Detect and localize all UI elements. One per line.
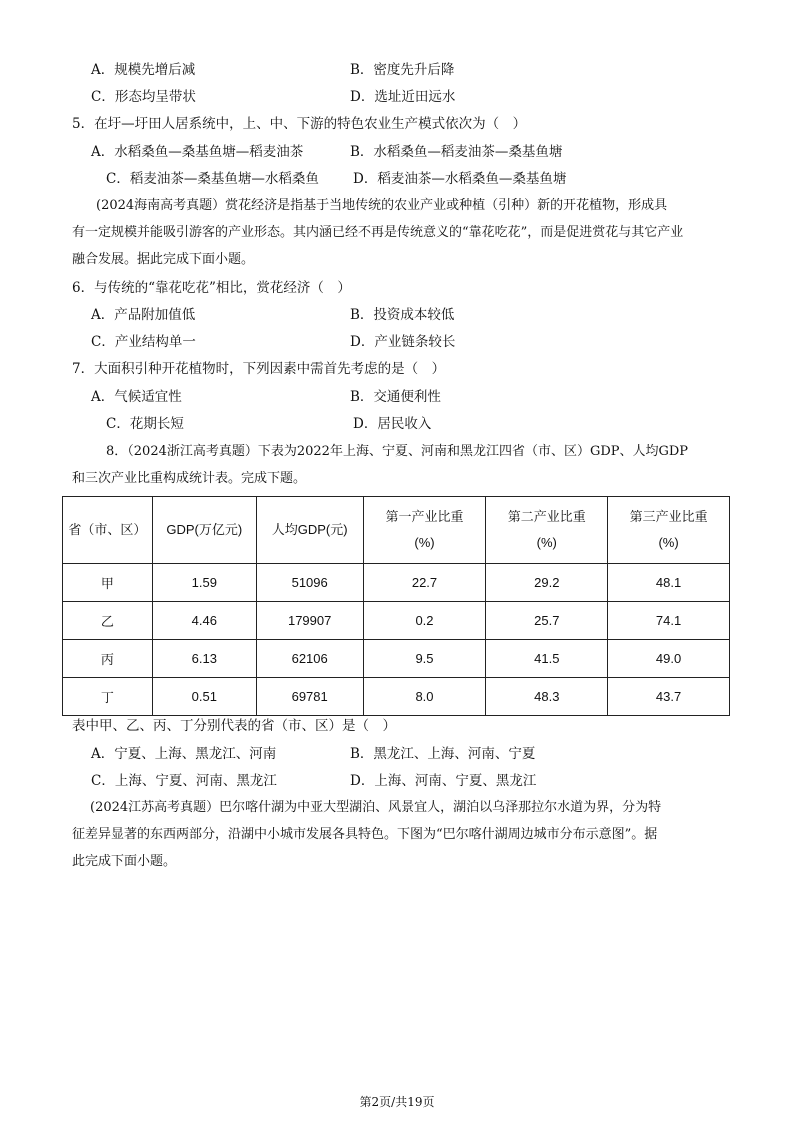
q8-stem: 表中甲、乙、丙、丁分别代表的省（市、区）是（ ） bbox=[72, 718, 396, 734]
q5-option-a: A．水稻桑鱼—桑基鱼塘—稻麦油茶 bbox=[91, 144, 304, 160]
q8-option-c: C．上海、宁夏、河南、黑龙江 bbox=[91, 773, 277, 789]
q8-intro-line-1: 8．（2024浙江高考真题）下表为2022年上海、宁夏、河南和黑龙江四省（市、区）GDP、人均GDP bbox=[106, 444, 689, 459]
passage-jiangsu-line-2: 征差异显著的东西两部分，沿湖中小城市发展各具特色。下图为“巴尔喀什湖周边城市分布示意图”。据 bbox=[72, 827, 658, 842]
q7-option-a: A．气候适宜性 bbox=[91, 389, 182, 405]
table-cell: 69781 bbox=[256, 678, 363, 716]
q5-stem: 5．在圩—圩田人居系统中，上、中、下游的特色农业生产模式依次为（ ） bbox=[72, 116, 527, 132]
table-cell: 49.0 bbox=[608, 640, 730, 678]
q6-option-a: A．产品附加值低 bbox=[91, 307, 196, 323]
q4-option-b: B．密度先升后降 bbox=[350, 62, 455, 78]
q6-stem: 6．与传统的“靠花吃花”相比，赏花经济（ ） bbox=[72, 280, 351, 296]
header-secondary-share: 第二产业比重 (%) bbox=[486, 497, 608, 564]
header-primary-share: 第一产业比重 (%) bbox=[363, 497, 486, 564]
table-cell: 6.13 bbox=[152, 640, 256, 678]
statistics-table bbox=[62, 496, 730, 716]
q8-option-b: B．黑龙江、上海、河南、宁夏 bbox=[350, 746, 536, 762]
table-cell: 9.5 bbox=[363, 640, 486, 678]
table-cell: 25.7 bbox=[486, 602, 608, 640]
table-cell: 74.1 bbox=[608, 602, 730, 640]
q4-option-d: D．选址近田远水 bbox=[350, 89, 456, 105]
q5-option-b: B．水稻桑鱼—稻麦油茶—桑基鱼塘 bbox=[350, 144, 563, 160]
table-row bbox=[63, 564, 730, 602]
q5-option-c: C．稻麦油茶—桑基鱼塘—水稻桑鱼 bbox=[106, 171, 319, 187]
q5-option-d: D．稻麦油茶—水稻桑鱼—桑基鱼塘 bbox=[353, 171, 567, 187]
table-cell: 43.7 bbox=[608, 678, 730, 716]
passage-hainan-line-2: 有一定规模并能吸引游客的产业形态。其内涵已经不再是传统意义的“靠花吃花”，而是促进赏花与其它产业 bbox=[72, 225, 684, 240]
table-cell: 4.46 bbox=[152, 602, 256, 640]
q6-option-c: C．产业结构单一 bbox=[91, 334, 196, 350]
table-cell: 0.51 bbox=[152, 678, 256, 716]
passage-jiangsu-line-3: 此完成下面小题。 bbox=[72, 854, 177, 869]
table-header-row bbox=[63, 497, 730, 564]
table-row bbox=[63, 640, 730, 678]
header-tertiary-share: 第三产业比重 (%) bbox=[608, 497, 730, 564]
passage-hainan-line-3: 融合发展。据此完成下面小题。 bbox=[72, 252, 255, 267]
table-cell: 丙 bbox=[63, 640, 153, 678]
table-cell: 甲 bbox=[63, 564, 153, 602]
q7-option-d: D．居民收入 bbox=[353, 416, 432, 432]
q6-option-d: D．产业链条较长 bbox=[350, 334, 456, 350]
table-cell: 丁 bbox=[63, 678, 153, 716]
q4-option-c: C．形态均呈带状 bbox=[91, 89, 196, 105]
table-row bbox=[63, 678, 730, 716]
table-cell: 1.59 bbox=[152, 564, 256, 602]
table-cell: 48.1 bbox=[608, 564, 730, 602]
passage-hainan-line-1: (2024海南高考真题）赏花经济是指基于当地传统的农业产业或种植（引种）新的开花植物，形成具 bbox=[96, 198, 668, 213]
table-cell: 乙 bbox=[63, 602, 153, 640]
table-cell: 51096 bbox=[256, 564, 363, 602]
q8-intro-line-2: 和三次产业比重构成统计表。完成下题。 bbox=[72, 471, 307, 486]
q4-option-a: A．规模先增后减 bbox=[91, 62, 196, 78]
table-cell: 48.3 bbox=[486, 678, 608, 716]
header-unit: (%) bbox=[536, 535, 557, 550]
q7-stem: 7．大面积引种开花植物时，下列因素中需首先考虑的是（ ） bbox=[72, 361, 446, 377]
header-gdp: GDP(万亿元) bbox=[152, 497, 256, 564]
q7-option-c: C．花期长短 bbox=[106, 416, 184, 432]
passage-jiangsu-line-1: (2024江苏高考真题）巴尔喀什湖为中亚大型湖泊、风景宜人，湖泊以乌泽那拉尔水道为界，分为特 bbox=[90, 800, 662, 815]
table-cell: 29.2 bbox=[486, 564, 608, 602]
q7-option-b: B．交通便利性 bbox=[350, 389, 441, 405]
table-cell: 41.5 bbox=[486, 640, 608, 678]
table-cell: 179907 bbox=[256, 602, 363, 640]
table-cell: 62106 bbox=[256, 640, 363, 678]
page-number: 第2页/共19页 bbox=[359, 1095, 435, 1109]
q8-option-a: A．宁夏、上海、黑龙江、河南 bbox=[91, 746, 277, 762]
header-region: 省（市、区） bbox=[63, 497, 153, 564]
header-unit: (%) bbox=[658, 535, 679, 550]
table-cell: 22.7 bbox=[363, 564, 486, 602]
header-unit: (%) bbox=[414, 535, 435, 550]
header-gdp-per-capita: 人均GDP(元) bbox=[256, 497, 363, 564]
q8-option-d: D．上海、河南、宁夏、黑龙江 bbox=[350, 773, 537, 789]
table-cell: 0.2 bbox=[363, 602, 486, 640]
table-cell: 8.0 bbox=[363, 678, 486, 716]
q6-option-b: B．投资成本较低 bbox=[350, 307, 455, 323]
table-row bbox=[63, 602, 730, 640]
